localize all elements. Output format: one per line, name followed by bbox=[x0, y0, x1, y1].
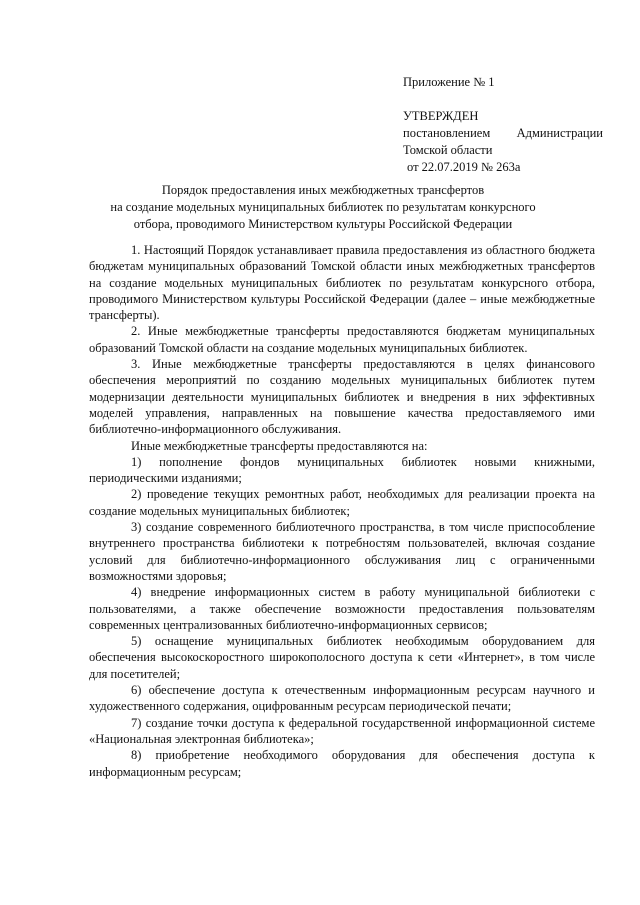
approved-label: УТВЕРЖДЕН bbox=[403, 109, 479, 123]
document-title bbox=[88, 182, 558, 233]
list-item-3: 3) создание современного библиотечного пространства, в том числе приспособление внутреннего пространства библиотеки к потребностям пользователей, включая создание условий для библиотечно-информационного обслуживания лиц с ограниченными возможностями здоровья; bbox=[89, 520, 595, 583]
region-line: Томской области bbox=[403, 143, 493, 157]
list-item-4: 4) внедрение информационных систем в работу муниципальной библиотеки с пользователями, а также обеспечение возможности предоставления пользователям современных централизованных библиотечно-информационных сервисов; bbox=[89, 585, 595, 632]
list-item-7: 7) создание точки доступа к федеральной государственной информационной системе «Национальная электронная библиотека»; bbox=[89, 715, 595, 746]
title-line-2: на создание модельных муниципальных библиотек по результатам конкурсного bbox=[110, 200, 536, 214]
list-item-5: 5) оснащение муниципальных библиотек необходимым оборудованием для обеспечения высокоскоростного широкополосного доступа к сети «Интернет», в том числе для посетителей; bbox=[89, 634, 595, 681]
list-item-6: 6) обеспечение доступа к отечественным информационным ресурсам научного и художественного содержания, оцифрованным ресурсам периодической печати; bbox=[89, 683, 595, 714]
list-item-1: 1) пополнение фондов муниципальных библиотек новыми книжными, периодическими изданиями; bbox=[89, 454, 595, 486]
decree-line: постановлением Администрации bbox=[403, 126, 603, 140]
paragraph-intro-list: Иные межбюджетные трансферты предоставляются на: bbox=[131, 438, 428, 453]
paragraph-1: 1. Настоящий Порядок устанавливает правила предоставления из областного бюджета бюджетам муниципальных образований Томской области иных межбюджетных трансфертов на создание модельных муниципальных библиотек по результатам конкурсного отбора, проводимого Министерством культуры Российской Федерации (далее – иные межбюджетные трансферты). bbox=[89, 243, 595, 323]
title-line-3: отбора, проводимого Министерством культуры Российской Федерации bbox=[133, 217, 513, 231]
date-line: от 22.07.2019 № 263а bbox=[407, 160, 521, 174]
document-body bbox=[89, 242, 595, 780]
approval-block bbox=[403, 74, 603, 176]
list-item-8: 8) приобретение необходимого оборудования для обеспечения доступа к информационным ресурсам; bbox=[89, 748, 595, 779]
title-line-1: Порядок предоставления иных межбюджетных трансфертов bbox=[161, 183, 485, 197]
paragraph-3: 3. Иные межбюджетные трансферты предоставляются в целях финансового обеспечения мероприятий по созданию модельных муниципальных библиотек путем модернизации деятельности муниципальных библиотек и внедрения в них эффективных моделей управления, направленных на повышение качества предоставляемого ими библиотечно-информационного обслуживания. bbox=[89, 357, 595, 437]
list-item-2: 2) проведение текущих ремонтных работ, необходимых для реализации проекта на создание модельных муниципальных библиотек; bbox=[89, 487, 595, 518]
paragraph-2: 2. Иные межбюджетные трансферты предоставляются бюджетам муниципальных образований Томской области на создание модельных муниципальных библиотек. bbox=[89, 324, 595, 355]
spacer bbox=[403, 91, 603, 108]
appendix-label: Приложение № 1 bbox=[403, 75, 495, 89]
